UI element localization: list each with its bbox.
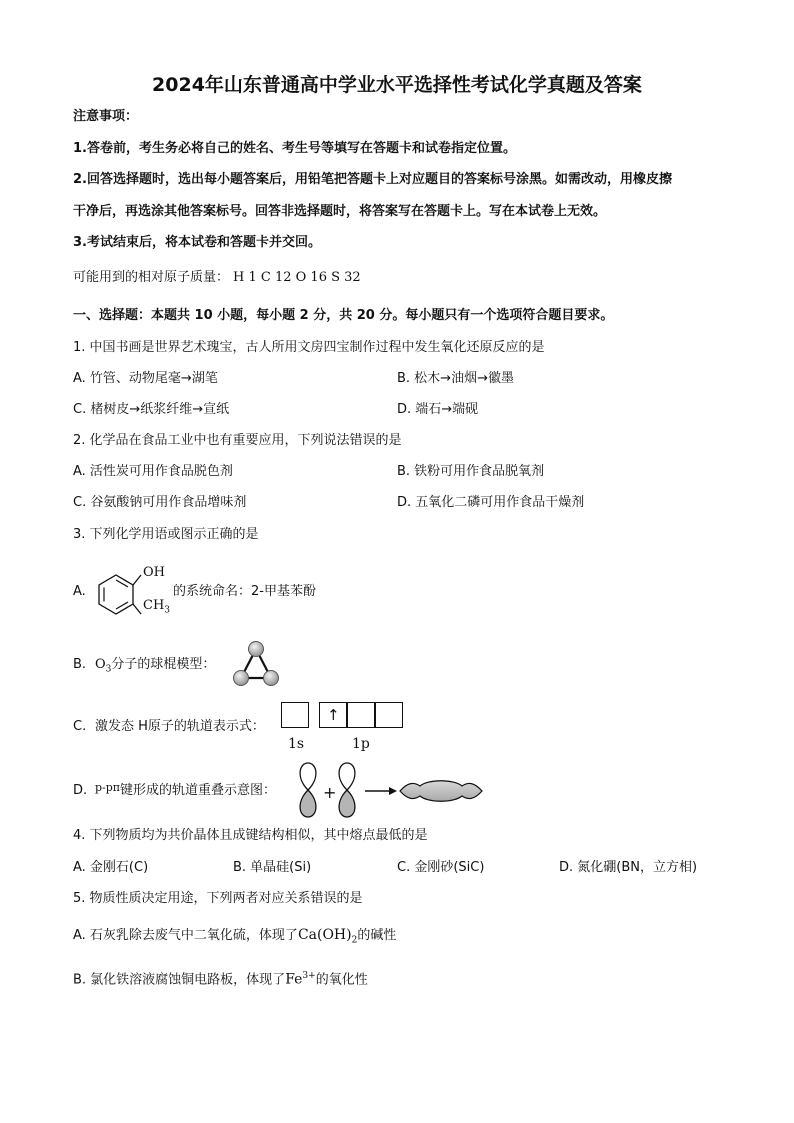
calcium-hydroxide-sub: 2 <box>351 935 358 946</box>
hydroxyl-label: OH <box>143 565 165 580</box>
q3-option-a-label: A. <box>73 584 86 599</box>
q2-option-b: B. 铁粉可用作食品脱氧剂 <box>397 464 545 479</box>
q4-option-a: A. 金刚石(C) <box>73 860 149 875</box>
q3-option-d-label: D. <box>73 783 88 798</box>
atomic-mass-row <box>73 269 361 287</box>
plus-sign: + <box>323 783 337 802</box>
notice-item-2-cont: 干净后，再选涂其他答案标号。回答非选择题时，将答案写在答题卡上。写在本试卷上无效。 <box>73 204 607 219</box>
p-orbital-left <box>296 762 320 818</box>
q2-stem: 2. 化学品在食品工业中也有重要应用，下列说法错误的是 <box>73 433 402 448</box>
electron-up-arrow: ↑ <box>327 706 340 724</box>
section-1-heading: 一、选择题：本题共 10 小题，每小题 2 分，共 20 分。每小题只有一个选项符合题目要求。 <box>73 308 614 323</box>
q2-option-a: A. 活性炭可用作食品脱色剂 <box>73 464 233 479</box>
calcium-hydroxide-formula: Ca(OH) <box>297 927 352 943</box>
notice-heading: 注意事项： <box>73 109 139 124</box>
label-1s: 1s <box>288 736 305 752</box>
q5-option-b-post: 的氧化性 <box>315 972 368 988</box>
q4-option-d: D. 氮化硼(BN，立方相) <box>559 860 698 875</box>
orbital-box-1p-2 <box>347 702 375 728</box>
q3-option-c-label: C. <box>73 719 87 734</box>
q5-stem: 5. 物质性质决定用途，下列两者对应关系错误的是 <box>73 891 363 906</box>
q3-option-a-text: 的系统命名：2-甲基苯酚 <box>173 584 316 599</box>
notice-item-2: 2.回答选择题时，选出每小题答案后，用铅笔把答题卡上对应题目的答案标号涂黑。如需改动，用橡皮擦 <box>73 172 672 187</box>
methyl-label <box>143 597 170 620</box>
q4-option-c: C. 金刚砂(SiC) <box>397 860 485 875</box>
q4-stem: 4. 下列物质均为共价晶体且成键结构相似，其中熔点最低的是 <box>73 828 428 843</box>
ozone-sub: 3 <box>105 664 112 675</box>
q5-option-b-row <box>73 967 368 989</box>
q5-option-a-pre: A. 石灰乳除去废气中二氧化硫，体现了 <box>73 928 298 943</box>
notice-item-3: 3.考试结束后，将本试卷和答题卡并交回。 <box>73 235 321 250</box>
q5-option-b-pre: B. 氯化铁溶液腐蚀铜电路板，体现了 <box>73 972 286 988</box>
q5-option-a-row <box>73 926 396 950</box>
notice-item-1: 1.答卷前，考生务必将自己的姓名、考生号等填写在答题卡和试卷指定位置。 <box>73 141 516 156</box>
ferric-ion-formula: Fe <box>285 971 303 988</box>
q2-option-c: C. 谷氨酸钠可用作食品增味剂 <box>73 495 247 510</box>
q2-option-d: D. 五氧化二磷可用作食品干燥剂 <box>397 495 585 510</box>
orbital-box-1s <box>281 702 309 728</box>
right-arrow-icon <box>364 784 398 798</box>
q1-option-d: D. 端石→端砚 <box>397 402 479 417</box>
label-1p: 1p <box>352 736 370 752</box>
q3-option-c-text: 激发态 H原子的轨道表示式： <box>95 719 265 734</box>
methyl-sub: 3 <box>164 605 171 616</box>
q4-option-b: B. 单晶硅(Si) <box>233 860 312 875</box>
methyl-ch: CH <box>143 598 165 613</box>
q5-option-a-post: 的碱性 <box>357 928 397 943</box>
atomic-mass-label: 可能用到的相对原子质量： <box>73 270 230 285</box>
ferric-ion-charge: 3+ <box>302 971 316 981</box>
ozone-ball-stick-model <box>230 640 282 688</box>
ozone-formula: O <box>95 657 106 672</box>
q3-option-d-text: 键形成的轨道重叠示意图： <box>120 783 277 798</box>
p-orbital-right <box>335 762 359 818</box>
q3-stem: 3. 下列化学用语或图示正确的是 <box>73 527 259 542</box>
page-title: 2024年山东普通高中学业水平选择性考试化学真题及答案 <box>152 74 642 96</box>
q1-option-a: A. 竹管、动物尾毫→湖笔 <box>73 371 218 386</box>
orbital-box-1p-3 <box>375 702 403 728</box>
q1-option-c: C. 楮树皮→纸浆纤维→宣纸 <box>73 402 230 417</box>
q3-option-b-label: B. <box>73 657 87 672</box>
pi-bond-overlap-shape <box>398 776 484 806</box>
q1-option-b: B. 松木→油烟→徽墨 <box>397 371 514 386</box>
benzene-ring-structure <box>94 572 138 616</box>
atomic-mass-values: H 1 C 12 O 16 S 32 <box>233 270 361 285</box>
ppi-label: p-pπ <box>95 781 121 794</box>
q3-option-d-text-row <box>95 782 276 800</box>
q1-stem: 1. 中国书画是世界艺术瑰宝，古人所用文房四宝制作过程中发生氧化还原反应的是 <box>73 340 545 355</box>
ozone-text: 分子的球棍模型： <box>111 657 216 672</box>
q3-option-b-text-row <box>95 656 215 679</box>
